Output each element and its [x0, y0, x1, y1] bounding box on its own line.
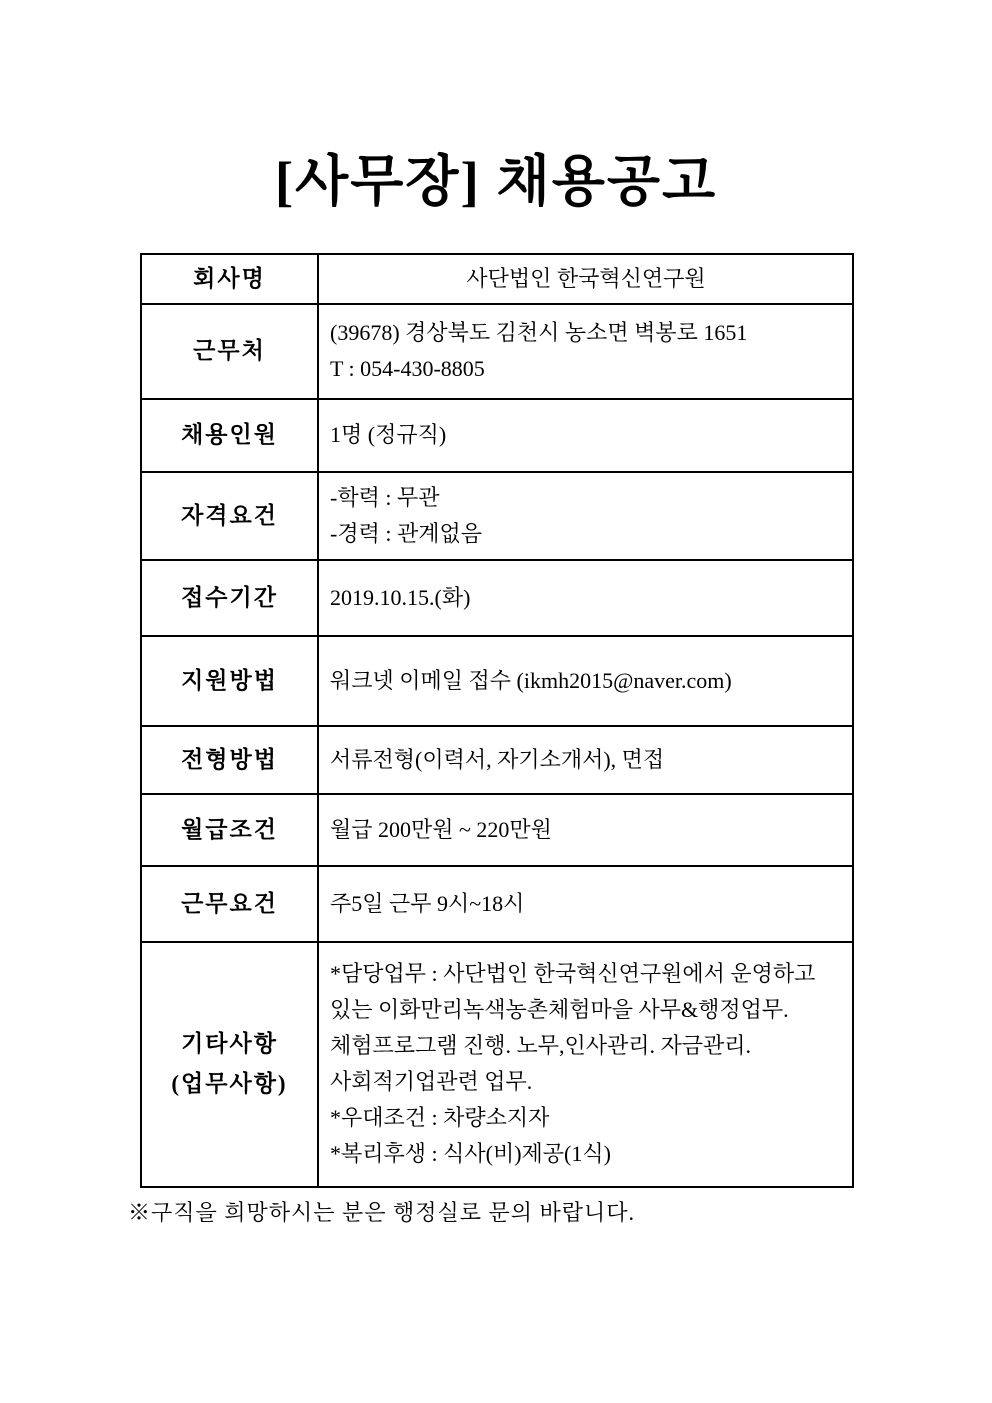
- value-line: *우대조건 : 차량소지자: [330, 1105, 550, 1131]
- row-label-selection-method: 전형방법: [141, 726, 318, 794]
- table-row: [141, 866, 853, 942]
- row-value-working-conditions: [318, 866, 853, 942]
- row-value-selection-method: [318, 726, 853, 794]
- row-value-application-period: [318, 560, 853, 636]
- value-line: 월급 200만원 ~ 220만원: [330, 816, 552, 842]
- value-line: *담당업무 : 사단법인 한국혁신연구원에서 운영하고: [330, 961, 816, 987]
- page-title: [사무장] 채용공고: [274, 151, 718, 212]
- row-label-working-conditions: 근무요건: [141, 866, 318, 942]
- row-value-headcount: [318, 399, 853, 472]
- table-row: [141, 304, 853, 399]
- row-value-workplace: [318, 304, 853, 399]
- table-row: [141, 636, 853, 726]
- value-line: *복리후생 : 식사(비)제공(1식): [330, 1141, 611, 1167]
- row-label-company-name: 회사명: [141, 254, 318, 304]
- row-label-other-notes: [141, 942, 318, 1187]
- value-line: -학력 : 무관: [330, 484, 440, 510]
- value-line: 사회적기업관련 업무.: [330, 1069, 533, 1095]
- value-line: 주5일 근무 9시~18시: [330, 890, 525, 916]
- value-line: 워크넷 이메일 접수 (ikmh2015@naver.com): [330, 667, 732, 693]
- value-line: 2019.10.15.(화): [330, 584, 471, 610]
- table-row: [141, 726, 853, 794]
- row-value-application-method: [318, 636, 853, 726]
- row-label-headcount: 채용인원: [141, 399, 318, 472]
- table-row: [141, 472, 853, 560]
- value-line: -경력 : 관계없음: [330, 520, 482, 546]
- table-row: [141, 942, 853, 1187]
- row-value-company-name: [318, 254, 853, 304]
- row-label-qualifications: 자격요건: [141, 472, 318, 560]
- label-line: (업무사항): [171, 1071, 288, 1097]
- row-label-application-period: 접수기간: [141, 560, 318, 636]
- value-line: 서류전형(이력서, 자기소개서), 면접: [330, 746, 665, 772]
- value-line: 사단법인 한국혁신연구원: [466, 265, 706, 291]
- row-label-application-method: 지원방법: [141, 636, 318, 726]
- row-value-salary: [318, 794, 853, 866]
- table-row: [141, 560, 853, 636]
- value-line: T : 054-430-8805: [330, 356, 485, 382]
- value-line: (39678) 경상북도 김천시 농소면 벽봉로 1651: [330, 320, 748, 346]
- row-value-qualifications: [318, 472, 853, 560]
- label-line: 기타사항: [181, 1031, 278, 1057]
- value-line: 있는 이화만리녹색농촌체험마을 사무&행정업무.: [330, 997, 789, 1023]
- table-row: [141, 794, 853, 866]
- job-posting-table: [140, 253, 854, 1188]
- footer-note: ※구직을 희망하시는 분은 행정실로 문의 바랍니다.: [128, 1199, 636, 1225]
- row-value-other-notes: [318, 942, 853, 1187]
- row-label-salary: 월급조건: [141, 794, 318, 866]
- row-label-workplace: 근무처: [141, 304, 318, 399]
- value-line: 1명 (정규직): [330, 422, 447, 448]
- value-line: 체험프로그램 진행. 노무,인사관리. 자금관리.: [330, 1033, 752, 1059]
- table-row: [141, 254, 853, 304]
- table-row: [141, 399, 853, 472]
